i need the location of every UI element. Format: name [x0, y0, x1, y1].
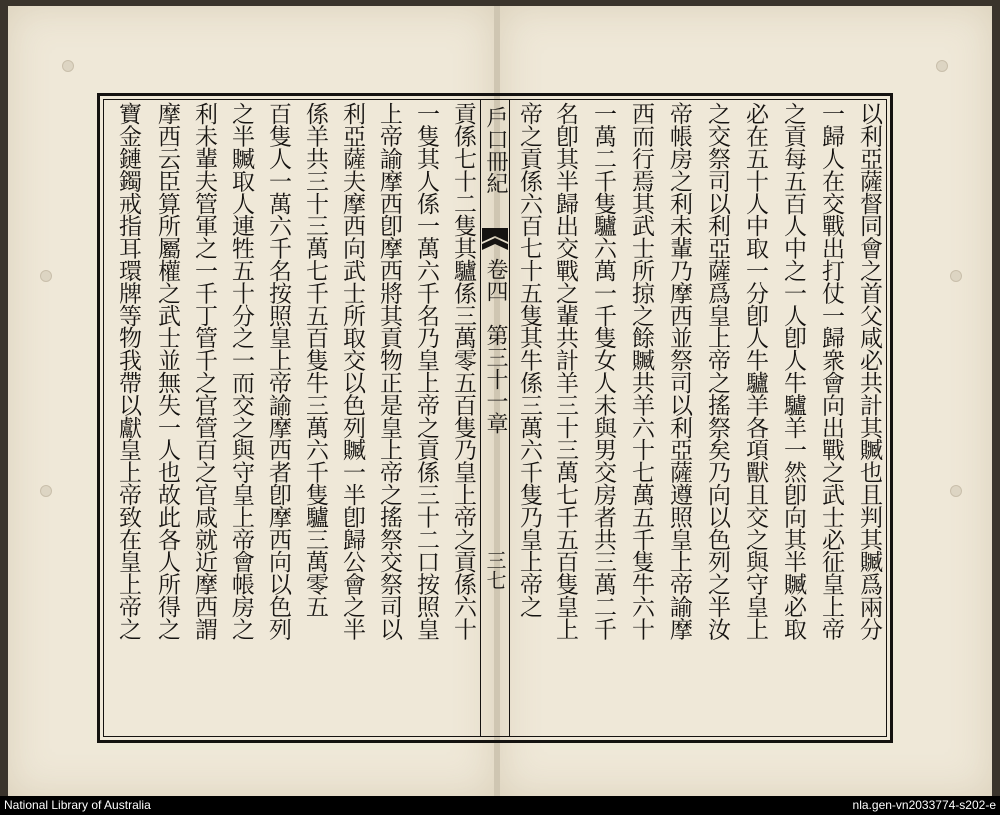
text-column: 名卽其半歸出交戰之輩共計羊三十三萬七千五百隻皇上 [552, 102, 578, 640]
text-column: 之交祭司以利亞薩爲皇上帝之搖祭矣乃向以色列之半汝 [704, 102, 730, 640]
footer-bar [0, 796, 1000, 815]
text-column: 利未輩夫管軍之一千丁管千之官管百之官咸就近摩西謂 [191, 102, 217, 640]
text-column: 百隻人一萬六千名按照皇上帝諭摩西者卽摩西向以色列 [265, 102, 291, 640]
text-column: 帝之貢係六百七十五隻其牛係三萬六千隻乃皇上帝之 [516, 102, 542, 618]
binding-hole [40, 270, 52, 282]
text-column: 必在五十人中取一分卽人牛驢羊各項獸且交之與守皇上 [742, 102, 768, 640]
text-column: 摩西云臣算所屬權之武士並無失一人也故此各人所得之 [154, 102, 180, 640]
fishtail-mark-icon [482, 228, 508, 250]
text-column: 係羊共三十三萬七千五百隻牛三萬六千隻驢三萬零五 [302, 102, 328, 618]
text-column: 貢係七十二隻其驢係三萬零五百隻乃皇上帝之貢係六十 [450, 102, 476, 640]
text-column: 寶金鏈鐲戒指耳環牌等物我帶以獻皇上帝致在皇上帝之 [115, 102, 141, 640]
text-column: 一歸人在交戰出打仗一歸衆會向出戰之武士必征皇上帝 [818, 102, 844, 640]
text-column: 利亞薩夫摩西向武士所取交以色列贓一半卽歸公會之半 [339, 102, 365, 640]
footer-item-id: nla.gen-vn2033774-s202-e [852, 798, 996, 812]
footer-library-name[interactable]: National Library of Australia [4, 798, 151, 812]
text-column: 上帝諭摩西卽摩西將其貢物正是皇上帝之搖祭交祭司以 [376, 102, 402, 640]
text-column: 之貢每五百人中之一人卽人牛驢羊一然卽向其半贓必取 [780, 102, 806, 640]
center-fold-column [480, 100, 510, 736]
chapter-label: 卷四 第三十一章 [483, 258, 508, 434]
binding-hole [950, 485, 962, 497]
binding-hole [936, 60, 948, 72]
book-title: 戶口冊紀 [483, 106, 508, 194]
binding-hole [62, 60, 74, 72]
binding-hole [40, 485, 52, 497]
page-number: 三七 [483, 550, 507, 590]
binding-hole [950, 270, 962, 282]
text-column: 一隻其人係一萬六千名乃皇上帝之貢係三十二口按照皇 [413, 102, 439, 640]
text-column: 之半贓取人連牲五十分之一而交之與守皇上帝會帳房之 [228, 102, 254, 640]
text-column: 一萬二千隻驢六萬一千隻女人未與男交房者共三萬二千 [590, 102, 616, 640]
text-column: 帝帳房之利未輩乃摩西並祭司以利亞薩遵照皇上帝諭摩 [666, 102, 692, 640]
text-column: 以利亞薩督同會之首父咸必共計其贓也且判其贓爲兩分 [856, 102, 882, 640]
text-column: 西而行焉其武士所掠之餘贓共羊六十七萬五千隻牛六十 [628, 102, 654, 640]
